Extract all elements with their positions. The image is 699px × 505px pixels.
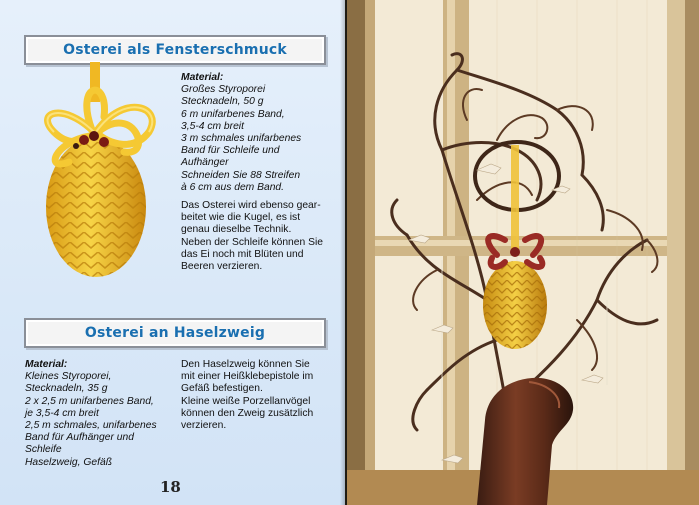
right-page-photo bbox=[347, 0, 699, 505]
section2-title: Osterei an Haselzweig bbox=[84, 325, 266, 341]
body-line: verzieren. bbox=[181, 420, 227, 432]
body-line: beitet wie die Kugel, es ist bbox=[181, 212, 301, 224]
material-line: à 6 cm aus dem Band. bbox=[181, 181, 285, 193]
material-line: Kleines Styroporei, bbox=[25, 371, 112, 383]
material-line: Großes Styroporei bbox=[181, 84, 266, 96]
material-line: Stecknadeln, 50 g bbox=[181, 96, 264, 108]
material-line: Band für Schleife und bbox=[181, 145, 280, 157]
material-line: 3,5-4 cm breit bbox=[181, 120, 244, 132]
material-line: Aufhänger bbox=[181, 157, 229, 169]
section2-title-banner bbox=[24, 318, 326, 348]
section2-material-heading: Material: bbox=[25, 359, 68, 370]
hazel-branch-photo bbox=[347, 0, 699, 505]
body-line: mit einer Heißklebepistole im bbox=[181, 371, 314, 383]
section1-material bbox=[181, 72, 341, 194]
body-line: Beeren verzieren. bbox=[181, 261, 263, 273]
body-line: genau dieselbe Technik. bbox=[181, 224, 292, 236]
section2-body bbox=[181, 359, 341, 432]
page-number: 18 bbox=[160, 478, 181, 496]
body-line: Gefäß befestigen. bbox=[181, 383, 263, 395]
section1-title: Osterei als Fensterschmuck bbox=[63, 42, 287, 58]
section2-material bbox=[25, 359, 175, 469]
material-line: 2 x 2,5 m unifarbenes Band, bbox=[25, 395, 154, 407]
material-line: Haselzweig, Gefäß bbox=[25, 456, 112, 468]
body-line: Neben der Schleife können Sie bbox=[181, 236, 323, 248]
body-line: können den Zweig zusätzlich bbox=[181, 407, 314, 419]
material-line: 3 m schmales unifarbenes bbox=[181, 133, 302, 145]
body-line: Den Haselzweig können Sie bbox=[181, 359, 310, 370]
body-line: Das Osterei wird ebenso gear- bbox=[181, 200, 321, 211]
section1-material-heading: Material: bbox=[181, 72, 224, 83]
material-line: Band für Aufhänger und bbox=[25, 432, 134, 444]
material-line: Schneiden Sie 88 Streifen bbox=[181, 169, 301, 181]
left-page bbox=[0, 0, 345, 505]
ribbon-egg-image bbox=[14, 62, 174, 282]
material-line: 2,5 m schmales, unifarbenes bbox=[25, 420, 157, 432]
material-line: je 3,5-4 cm breit bbox=[25, 407, 99, 419]
body-line: Kleine weiße Porzellanvögel bbox=[181, 395, 311, 407]
material-line: 6 m unifarbenes Band, bbox=[181, 108, 285, 120]
section1-body bbox=[181, 200, 341, 273]
section1-title-banner bbox=[24, 35, 326, 65]
material-line: Schleife bbox=[25, 444, 62, 456]
body-line: das Ei noch mit Blüten und bbox=[181, 248, 304, 260]
material-line: Stecknadeln, 35 g bbox=[25, 383, 108, 395]
